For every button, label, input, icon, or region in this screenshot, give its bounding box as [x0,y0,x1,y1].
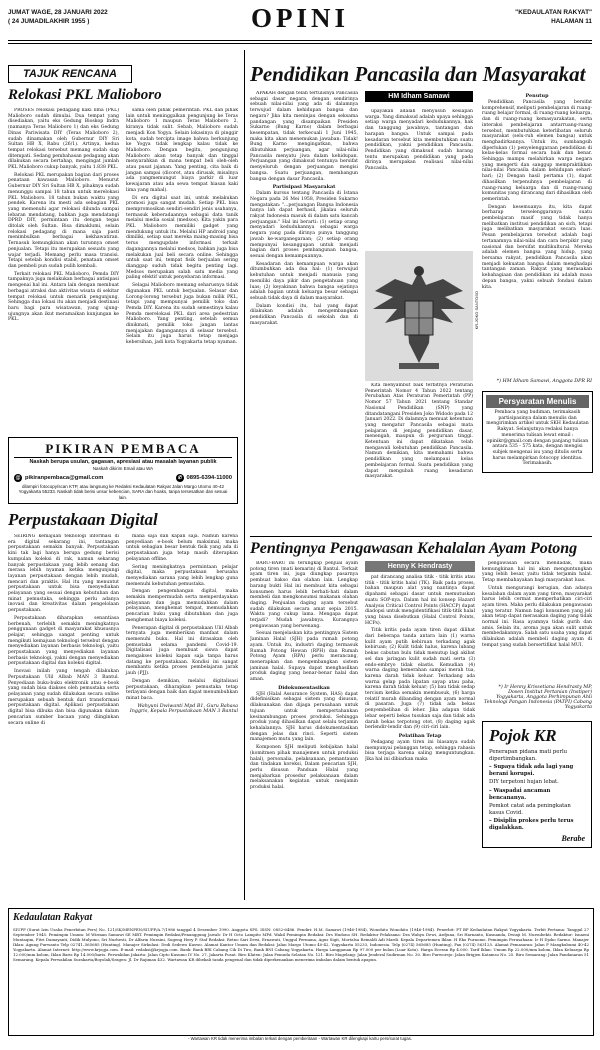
ayam-paragraph: Pedagang ayam tiren ini biasanya sudah mempunyai pelanggan tetap, sehingga rahasia bisa terjaga karena saling menguntungkan. Jika hal ini dibiarkan maka [365,739,475,763]
tajuk-headline: Relokasi PKL Malioboro [8,87,162,103]
masthead [8,3,592,42]
tajuk-paragraph: sama oleh pihak pemerintah. PKL dan pihak lain untuk meninggalkan pengunjung ke Teras Malioboro 1 maupun Teras Malioboro 2, kiranya tidak sulit. Sebab, Malioboro sudah menjadi Kon Yogya. Selain lokasinya di pinggir kota, sudah tercipta image bahwa berkunjung ke Yogya tidak lengkap kalau tidak ke Malioboro. Dengan begitu, pengunjung Malioboro akan tetap banyak dan tinggal menyarahkan di mana tempat beli oleh-oleh atau pusat jajanan. Yang penting, cita baik di jangan sampai (dicoret, atau dirusak, misalnya ada yangmemungut biaya parkir di luar kewajaran atau ada sewa tempat hiasan kaki lima yang mahal). [126,108,238,193]
footer-note: - Wartawan KR tidak menerima imbalan terkait dengan pemberitaan - Wartawan KR dilengkapi kartu pers/surat tugas. [188,1036,412,1041]
pojok-item: Pemkot catat ada peningkatan kasus Covid. [489,803,571,816]
digital-paragraph: Dengan pengembangan digital, maka semakin mempermudah serta memperdayakan pelayanan dan juga memudahkan dalam pelayanan, menghemat tempat, memudahkan pencarian buku yang dibutuhkan dan juga menghemat biaya koleksi. [126,589,238,623]
section-title: OPINI [250,3,349,33]
pancasila-subhead: Partisipasi Masyarakat [272,184,336,191]
pikiran-pembaca-title: PIKIRAN PEMBACA [14,441,232,458]
tajuk-paragraph: Selagai Malioboro memang seharusnya tidak digunakan PKL untuk berjualan. Selasar dan Lorong-lorong tersebut juga bukan milik PKL, tetapi yang mempunyai pemilik toko dan Pemda DIY. Karena itu sudah semestinya kalau Pemda merelokasi PKL dari area pedestrian Malioboro. Yang penting, setelah semua dinikmati, pemilik toko jangan lantas menjajakan dagangannya di selasar tersebut. Selain itu juga harus tetap menjaga kebersihan, jadi kota Yogyakarta tetap nyaman. [126,283,238,346]
persyaratan-title: Persyaratan Menulis [486,395,589,408]
issue-date: JUMAT WAGE, 28 JANUARI 2022 [8,9,108,16]
section-rule [250,536,592,537]
pojok-reply: – Disiplin prokes perlu terus digalakkan. [489,818,574,831]
ayam-headline: Pentingnya Pengawasan Kehalalan Ayam Potong [250,540,578,557]
left-column [8,62,238,799]
digital-paragraph: SEIRING kemajuan teknologi informasi di era digital sekarang ini, tantangan perpustakaan semakin banyak. Perpustakaan kini tak lagi hanya berupa gedung berisi kumpulan koleksi di rak, namun sekarang banyak perpustakaan yang lebih senang dan merasa lebih nyaman ketika mengunjungi layanan perpustakaan dengan lebih mudah, mencari dan praktis. Hal itu yang menuntut perpustakaan untuk bisa menyediakan pelayanan yang sesuai dengan kebutuhan dan minat pemustaka, sehingga perlu adanya inovasi dan kreativitas dalam pengelolaan perpustakaan. [8,534,119,614]
masthead-page-block [515,8,592,26]
pancasila-paragraph: Pendidikan Pancasila yang bersifat komprehensif, meliputi pembelajaran di ruang-ruang belajar formal, di ruang-ruang keluarga, dan di ruang-ruang kemasyarakatan, serta interaksi pembelajaran antarruang-ruang tersebut, membutuhkan keterlibatan seluruh masyarakat (selu-ruh elemen bangsa) untuk menghadirkannya. Untuk itu, sumbangsih diperlukan (1) penyelenggaraan pendidikan di kelas-kelas formal secara baik dan benar. Sehingga mampu melahirkan warga negara yang mengerti dan sanggup mempraktikkan nilai-nilai Pancasila dalam kehidupan sehari-hari; (2) Dengan hasil pertama (1), dapat dihasilkan terpenuhnya pembelajaran di ruang-ruang keluarga dan di ruang-ruang komunitas yang dirancang dari dihasilkan oleh pemerintah. [482,100,592,202]
pancasila-col-3 [482,91,592,374]
pojok-title: Pojok KR [489,726,557,745]
masthead-rule-top [8,40,592,41]
colophon-text: SIUPP (Surat Izin Usaha Penerbitan Pers) No. 121/SK/MENPEN/SIUPP/A.7/1986 tanggal 4 Desember 1990. Anggota SPS. ISSN: 0852-6486. Pendiri: H.M. Samawi (1946-1984), Wonohito Wonohito (1946-1984). Penerbit: PT BP Kedaulatan Rakyat Yogyakarta. Terbit Pertama: Tanggal 27 September 1945. Pemimpin Umum: M Wirman Samawi SE MBT. Pemimpin Redaksi/Penanggung Jawab: Dr H Octo Lampito MPd. Wakil Pemimpin Redaksi: Drs Hudono SH. Redaktur Pelaksana: Dra Wahyu Dewi, Ardjuna, Sri Harnanto, Kusnanda, Dwiaji M. Nursubekti. Redaktur: Isnaeni Muntaqim, Fitri Damayanti, Didik Mulyono, Sri Nurhesti, Dr Alfarin Nuraini, Sugeng Hery P. Staf Redaksi: Retno Sari Dewi, Ernawati, Unggul Permana, Agus Sigit, Mortalsa Reinaldi Adi Mardi. Kepala Departemen Iklan: H Eko Purnomo. Pemimpin Perusahaan: Ir H Djoko Sarmo. Manajer Iklan: Agung Purwanto Telp 02741–565685 (Hunting). Manajer Sirkulasi: Dedi Sedewo Kuswo. Alamat Kantor Umum dan Redaksi: Jalan Margo Utomo 40-42, Yogyakarta 55233, Indonesia. Telp (0274) 565685 (Hunting), Fax (0274) 563125. Alamat Pemasaran: Jalan P Mangkubumi 40-42 Yogyakarta. Alamat Internet: http://www.krjogja.com. E-mail: redaksi@krjogja.com. Bank: Bank BRI Cabang Cik Di Tiro, Bank BNI Cabang Yogyakarta. Harga Langganan Rp 97.000 per bulan (Luar Kota). Harga Eceran Rp 4.000. Tarif Iklan: Umum Rp 22.000/mm kolom, Iklan Keluarga Rp 12.000/mm kolom, Iklan Baris Rp 14.000/baris. Perwakilan Jakarta: Jalan Cipto Kusumo IV No. 27, Jakarta Pusat. Biro Klaten: Jalan Pemuda Selatan No. 121. Biro Magelang: Jalan Jenderal Sudirman No. 30. Biro Purworejo: Jalan Brigjen Katamso No. 25. Biro Semarang: Jalan Pandanaran 51 Semarang. Kepala Perwakilan Surakarta/Boyolali/Sragen: Jl. Dr Rajiman 432. Wartawan KR dibekali tanda pengenal dan tidak diperkenankan menerima imbalan dalam bentuk apapun. [13,927,589,962]
ayam-paragraph: SJH (Halal Assurance System, HAS) dapat didefinisikan sebagai sistem yang disusun, dilaksanakan dan dijaga perusahaan untuk tujuan untuk mempertahankan kesinambungan proses produksi. Sehingga produk yang dihasilkan dapat selalu terjamin kehalalannya. SJH harus didokumentasikan dengan jelas dan rinci. Seperti sistem manajemen mutu yang lain. [250,691,358,743]
ayam-paragraph: Komponen SJH meliputi kebijakan halal (komitmen pihak manajemen untuk produksi halal), personalia, pelaksanaan, pemantauan dan tindakan koreksi, Dalam pencarian SJH, perlu disusun Panduan Halal yang menjabarkan prosedur pelaksanaan dalam melaksanakan kegiatan untuk menjamin produksi halal. [250,745,358,791]
pojok-signature: Berabe [561,833,585,843]
pancasila-col-2-text [365,109,473,249]
pikiran-email-contact[interactable] [14,474,103,482]
paper-name: "KEDAULATAN RAKYAT" [515,9,592,16]
pancasila-col-2-lower [365,383,473,533]
digital-col-2 [126,534,238,799]
pikiran-note: dilampiri fotocopy/scan KTP, atau langsung ke Redaksi Kedaulatan Rakyat Jalan Margo Utomo 40-42 Yogyakarta 55233. Naskah tidak berisi unsur kebencian, SARA dan hoaks, tanpa tersesatkan dan sesuai lain. [18,483,228,500]
ayam-paragraph: pengawasan secara mendadak, maka kemungkinan hal ini akan menguntungkan yang lebih besar, yaitu tidak terjamin halal. Tetap membahayakan bagi masyarakat luas. [482,561,592,584]
tajuk-rencana-label: TAJUK RENCANA [8,65,132,83]
ayam-article [250,561,592,886]
pikiran-wa[interactable]: 0895-6394-11000 [186,474,232,481]
tajuk-paragraph: Terkait relokasi PKL Malioboro, Pemda DIY tampaknya juga melakukan berbagai antisipasi mengenai hal ini. Antara lain dengan membuat berbagai atraksi dan aktivitas wisata di sekitar tempat relokasi untuk menarik pengunjung. Sehingga dua lokasi itu akan menjadi destinasi baru bagi para wisatawan, yang ujung-ujungnya akan ikut meramaikan kunjungan ke PKL. [8,271,119,323]
pancasila-paragraph: APAKAH dengan telah tertulisnya Pancasila sebagai dasar negara, dengan sendirinya sebuah nilai-nilai yang ada di dalamnya terwujud dalam kehidupan bangsa dan negara? Jika kita meninjau dengan seksama pandangan yang disampaikan Presiden Sukarno (Bung Karno) dalam berbagai kesempatan, tidak terkecuali 1 Juni 1945, maka kita akan menemukan jawaban: Tidak! Bung Karno mengingatkan, bahwa dibutuhkan perjuangan, agar nilai-nilai Pancasila menyatu jiwa dalam kehidupan. Perjuangan yang dimaksud tentunya bersifat menyeluruh dengan perjuangan mengisi bangsa. Suatu perjuangan, membangun bangsa dengan dasar Pancasila. [250,91,358,182]
tajuk-paragraph: Di era digital saat ini, untuk melakukan promosi juga sangat mudah. Setiap PKL bisa mempromosikan sendiri-sendiri jenis usahanya, termasuk keberadaannya sebagai data tanik melalui media sosial (medsos). Kita yakin para PKL Malioboro memiliki gadget yang mendukung untuk itu. Melalui HP android yang dimiliki, setiap saat mereka maing-masing bisa terus mengupdate informasi terkait dagangannya melalui medsos, bahkan juga bisa melakukan jual beli secara online. Sehingga untuk saat ini, tempat fisik berjualan sering dianggap suduh tidak begitu penting lagi. Medsos merupakan salah satu media yang paling efektif untuk penyebaran informasi. [126,195,238,281]
ayam-col-3 [482,561,592,681]
tajuk-paragraph: Relokasi PKL merupakan bagian dari proses penataan kawasan Malioboro. Menurut Gubernur DIY Sri Sultan HB X, pihaknya sudah menunggu sampai 18 tahun untuk merelokasi PKL Malioboro. 18 tahun bukan waktu yang pendek. Karena itu mesti ada sebagian PKL yang memenuhi agar relokasi dilunda sampai lebaran mendatang, bahkan juga mendatangi DPRD DIY, permintaan itu dengan tegas ditolak oleh Sultan. Bisa dimaklumi, selain relokasi pedagang di mana saja pasti menimbulkan berbagai kekhawatiran. Ternasuk kemungkinan akan turunnya omset penjualan. Tetapi itu merupakan sesuatu yang wajar terjadi. Memang perlu masa transisi. Tetapi setelah kondisi stabil, penataan omset dan pembeli pun sudah pulih kembali. [8,172,119,269]
colophon-title: Kedaulatan Rakyat [13,912,93,923]
pancasila-paragraph: Dengan kesemuanya itu, kita dapat berharap terselenggaranya suatu pembelajaran masif yang tidak hanya melibatkan institusi pendidikan an sich, tetapi juga melibatkan masyarakat secara luas. Pesan pembelajaran tersebut adalah bagi tertanamnya nilai-nilai dan cara berpikir yang nasional dan bersifat multikultural. Mereka adalah elemen bangsa yang hidup, yang bersama rakyat, pendidikan Pancasila akan menjadi kekuatan bangsa dalam menghadapi tantangan zaman. Rakyat yang merasakan kebahagiaan dan pendidikan ini adalah masa depan bangsa, yakni sebuah fondasi dalam kita. [482,204,592,290]
pancasila-paragraph: Kita menyambut baik terbitnya Peraturan Pemerintah Nomor 4 Tahun 2022 tentang Perubahan Atas Peraturan Pemerintah (PP) Nomor 57 Tahun 2021 tentang Standar Nasional Pendidikan (SNP) yang ditandatangani Presiden Joko Widodo pada 12 Januari 2022. Di dalamnya memuat ketentuan yang mengatur Pancasila sebagai mata pelajaran di jenjang pendidikan dasar, menengah, maupun di perguruan tinggi. Ketentuan ini dapat dikatakan telah mengawali kebutuhan pendidikan Pancasila. Namun demikian, kita memahami bahwa pendidikan yang melampaui kelas pembelajaran formal. Suatu pendidikan yang dapat mengubah ruang kesadaran masyarakat. [365,383,473,480]
pikiran-wa-contact[interactable] [176,474,232,482]
colophon-box [8,908,594,1036]
pancasila-col-1 [250,91,358,531]
ayam-col-1 [250,561,358,883]
digital-paragraph: Inovasi inilah yang tengah dilakukan Perpustakaan Ulil Albab MAN 3 Bantul. Penyediaan buku-buku elektronik atau e-book yang sudah bisa diakses oleh pemustaka serta pelayanan yang sudah dilakukan secara online merupakan sebuah bentuk dari transformasi perpustakaan digital. Aplikasi perpustakaan digital bisa dibuka dan bisa digunakan dalam pencarian sumber bacaan yang diinginkan secara online di [8,669,119,726]
pancasila-headline: Pendidikan Pancasila dan Masyarakat [250,62,586,86]
ayam-subhead: Pelatihan Tetap [398,732,442,739]
digital-col-1 [8,534,119,799]
ayam-paragraph: BARU-BARU ini terungkap penjual ayam potong tiren (mati kemarin) di Bantul. Terkait ayam tiren ini, juga diungkap pasarnya pembuat bakso dan olahan lain. Lengkap barang bukti Hal ini membuat kita sebagai konsumen harus lebih berhati-hati dalam membeli dan mengkonsumsi makanan olahan daging. Penjualan daging ayam tersebut sudah dilakukan secara amat sepia 2015. Waktu yang cukup lama. Mengapa dapat terjadi? Mudah jawabnya. Kurangnya pengawasan yang berwenang. [250,561,358,629]
ayam-paragraph: pat dirancang analisa titik - titik kritis atau titik - titik kritis halal (TK). Baik pada proses, bahan maupun alat yang nantinya dapat dipahami sebagai dasar untuk memutuskan suatu SOP-nya. Dalam hal ini konsep Hazard Analysis Critical Control Points (HACCP) dapat diadopsi untuk mengidentifikasi titik-titik halal yang biasa disebutkan (Halal Control Points, HCPs). [365,575,475,626]
digital-paragraph: Perpustakaan diharapkan senantiasa berbenah, terlebih semakin meningkatnya penggunaan gadget di masyarakat khususnya pelajar, sehingga sangat penting untuk mengikuti kemajuan teknologi tersebut dengan menyediakan layanan berbasis teknologi, yaitu perpustakaan yang menyediakan layanan berbasis teknologi, yakni dengan menyediakan perpustakaan digital dan koleksi digital. [8,615,119,667]
digital-author: Wahyuni Dwiwanti Mpd B1, Guru Bahasa Inggris, Kepala Perpustakaan MAN 3 Bantul [129,703,238,714]
tajuk-col-2 [126,108,238,433]
pikiran-contacts [14,474,232,482]
pikiran-sub: Naskah dikirim Email atau WA [92,466,154,471]
pancasila-byline: HM Idham Samawi [365,91,473,102]
persyaratan-box [482,391,593,473]
pojok-item: Penerapan pidana mati perlu dipertimbangkan. [489,749,568,762]
photo-credit: KR-JOKO SANTOSO [474,291,479,330]
digital-paragraph: Penerapan digital di perpustakaan Ulil Albab ternyata juga memberikan manfaat dalam memenuhi buku. Hal ini dirasakan oleh pemustaka selama pandemi Covid-19. Digitalisasi juga membuat siswa dapat mengakses koleksi kapan saja tanpa harus datang ke perpustakaan. Kondisi ini sangat membantu ketika proses pembelajaran jarak jauh (PJJ). [126,625,238,677]
persyaratan-text: Pembaca yang budiman, terimakasih partisipasinya dalam menulis dan mengirimkan artikel untuk SKH Kedaulatan Rakyat. Selanjutnya redaksi hanya menerima tulisan lewat email : opinikr@gmail.com dengan panjang tulisan antara 535 - 575 kata, dengan mengisi subjek mengenai isu yang ditulis serta harus melampirkan fotocopy identitas. Terimakasih. [486,410,589,467]
page-number: HALAMAN 11 [551,18,592,25]
pancasila-author: *) HM Idham Samawi, Anggota DPR RI [496,379,592,384]
pancasila-article [250,91,592,536]
digital-headline: Perpustakaan Digital [8,510,158,529]
digital-body [8,534,238,799]
ayam-paragraph: Untuk mengurangi kerugian, dan adanya kesalahan dalam ayam yang tiren, masyarakat harus lebih cermat memperhatikan ciri-ciri ayam tiren. Maka perlu dilakukan pengawasan yang teratur. Namun bagi konsumen yang jeli akan tetap dapat merasakan daging yang tidak normal ini. Rasa ayamnya tidak gurih dan amis. Selain itu, aroma juga akan sulit untuk membedakannya. Salah satu usaha yang dapat dilakukan adalah membeli daging ayam di tempat yang sudah bersertifikat halal MUI. [482,585,592,648]
tajuk-col-1 [8,108,119,433]
ayam-paragraph: Titik kritis pada ayam tiren dapat dilihat dari beberapa tanda antara lain (1) warna kulit ayam putih kebiruan terkadang agak kebiruan; (2) Kulit tidak halus, karena lubang bekas cabutan bulu tidak menutup lagi akibat sel dan jaringan kulit sudah mati serta (3) endo-embryo tidak elastis. Kemudian (4) warna daging kemerahan sampai merah tua, karena darah tidak keluar. Terkadang ada warna gelap pada lipatan sayap atau paha, karena darah tidak keluar; (5) bau tidak sedap tercium ketika semakin membusuk, (6) harga relatif murah dibanding dengan ayam normal di pasaran. Juga (7) tidak ada bekas penyembelihan di leher. Jika adapun tidak lebar seperti bekas tusukan saja dan tidak ada darah bekas terpotong otot, (8) daging agak berlendir-lendir dan (9) ciri-ciri lain. [365,628,475,731]
tajuk-paragraph: PROSES relokasi pedagang kaki lima (PKL) Malioboro sudah dimulai. Dua tempat yang disediakan, yaitu eks Gedung Bioskop Indra (namanya Teras Malioboro 1) dan eks Gedung Dinas Pariwisata DIY (Teras Malioboro 2), sudah dinamakan oleh Gubernur DIY Sri Sultan HB X, Rabu (26/1). Artinya, kedua tempat relokasi tersebut memang sudah siap ditempati. Sedang pembahasan pedagang akan dilakukan secara bertahap, mengingat jumlah PKL Malioboro cukup banyak, yaitu 1.838 PKL. [8,108,119,171]
pikiran-pembaca-box [8,437,238,504]
whatsapp-icon: ✆ [177,474,182,481]
ayam-author: *) Ir Henny Krissetiana Hendrasty MP, Dosen Institut Pertanian (Instiper) Yogyakarta, Anggota Perhimpunan Ahli Teknologi Pangan Indonesia (PATPI) Cabang Yogyakarta [483,685,592,710]
column-divider [244,50,245,900]
ayam-paragraph: Sesuai menjelaskan kita pentingnya Sistem Jaminan Halal (SJH) pada rumah potong ayam. Untuk itu, industri daging termasuk Rumah Potong Hewan (RPH) dan Rumah Potong Ayam (RPA) perlu merancang, menerapkan dan mengembangkan sistem jaminan halal. Supaya dapat menghasilkan produk daging yang benar-benar halal dan aman. [250,631,358,683]
right-column [250,62,592,886]
pancasila-col-2 [365,91,473,105]
digital-paragraph: Sering meningkatnya permintaan pelajar digital, maka perpustakaan berusaha menyediakan sarana yang lebih lengkap guna memenuhi kebutuhan pemustaka. [126,564,238,587]
email-icon: @ [15,474,21,481]
digital-paragraph: Dengan demikian, melalui digitalisasi perpustakaan, diharapkan pemustaka tetap terlayani dengan baik dan dapat menumbuhkan minat baca. [126,678,238,701]
pancasila-paragraph: Dalam kursus tentang Pancasila di Istana Negara pada 26 Mei 1958, Presiden Sukarno mengatakan: "...perjuangan Bangsa Indonesia hanya lah dapat berhasil, jikalau seluruh rakyat Indonesia masuk di dalam satu kancah perjuangan." Hal ini berarti: (1) setiap orang menyadari kedudukannya sebagai warga negara yang pada dirinya punya tanggung jawab ke-warganegaraan; (2) setiap orang mempunyai kesanggupan untuk menjadi bagian dari proses pembangunan bangsa, sesuai dengan kemampuannya. [250,191,358,259]
ayam-col-2 [365,561,475,883]
digital-paragraph: mana saja dan kapan saja. Namun karena penyediaan e-book belum maksimal, maka untuk sebagian besar bentuk fisik yang ada di perpustakaan juga tetap masih diterapkan pelayanan offline. [126,534,238,562]
pojok-reply: – Waspadai ancaman bencananya. [489,787,551,801]
ayam-byline: Henny K Hendrasty [365,561,475,572]
masthead-rule-bottom [8,43,592,44]
pikiran-tagline: Naskah berupa usulan, gagasan, apresiasi atau masalah layanan publik [29,459,217,465]
tajuk-body [8,108,238,433]
pojok-kr-box [482,721,592,848]
ayam-subhead: Didokumentasikan [278,684,330,691]
garuda-icon [365,251,473,381]
pojok-item: DIY terpetoni hujan lebat. [489,779,559,786]
issue-hijri-date: ( 24 JUMADILAKHIR 1955 ) [8,18,90,25]
pancasila-col3-subhead: Penutup [525,93,549,99]
pancasila-paragraph: upayakan adalah menyusun kesiapan warga. Yang dimaksud adalah upaya sehingga setiap warga menyadari kedudukannya, hak dan tanggung jawabnya, tantangan dan harapan bangsa. Untuk sampai pada kesadaran tersebut kita membutuhkan suatu pendidikan, yakni pendidikan Pancasila. Pendidikan yang dimaksud sudah barang tentu merupakan pendidikan yang pada dirinya merupakan realisasi nilai-nilai Pancasila. [365,109,473,172]
pancasila-paragraph: Dalam kondisi itu, hal yang dapat dilakukan adalah mengembangkan pendidikan Pancasila di sekolah dan di masyarakat. [250,303,358,326]
pojok-reply: – Supaya tidak ada lagi yang berani korupsi. [489,764,574,777]
garuda-photo [365,251,473,381]
pikiran-email[interactable]: pikiranpembaca@gmail.com [25,474,104,481]
pancasila-paragraph: Kesadaran dan kemampuan warga akan ditumbuhkan ada dua hal: (1) terwujud kebutuhan untuk menjadi manusia yang memiliki daya pikir dan pengetahuan yang luas; (2) keyakinan bahwa bangsa sejatinya adalah bagian untuk keluarga besar sebagai sebuah tidak daya di dalam masyarakat. [250,261,358,301]
